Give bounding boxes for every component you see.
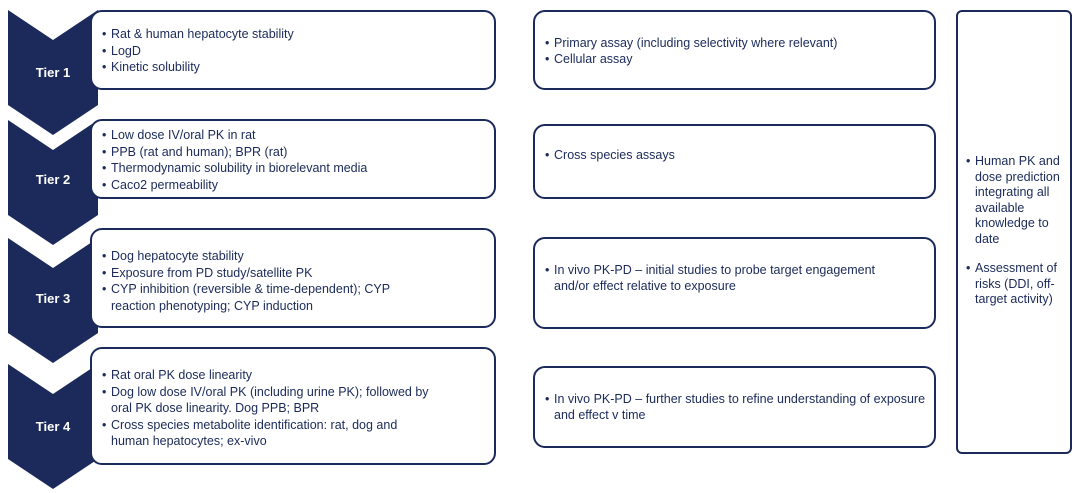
tier-3-pharmacology-list (545, 263, 875, 294)
summary-list (966, 154, 1066, 308)
tier-2-chevron (8, 120, 98, 246)
tier-2-pharmacology-list (545, 148, 924, 164)
list-item: • Rat & human hepatocyte stability (102, 26, 484, 43)
list-item: • Rat oral PK dose linearity (102, 367, 437, 384)
list-item: • Low dose IV/oral PK in rat (102, 127, 484, 144)
tier-4-admet-list (102, 367, 437, 450)
tier-3-admet-list (102, 248, 422, 314)
list-item: • Kinetic solubility (102, 59, 484, 76)
tier-1-pharmacology-box (533, 10, 936, 90)
list-item: • Exposure from PD study/satellite PK (102, 265, 422, 282)
tier-3-chevron (8, 238, 98, 364)
list-item: • Human PK and dose prediction integrating all available knowledge to date (966, 154, 1066, 247)
tier-3-admet-box (90, 228, 496, 328)
list-item: • Assessment of risks (DDI, off-target activity) (966, 261, 1066, 308)
list-item: • Cross species assays (545, 148, 924, 164)
list-item: • Primary assay (including selectivity where relevant) (545, 36, 924, 52)
summary-box (956, 10, 1072, 454)
list-item: • Caco2 permeability (102, 177, 484, 194)
list-item: • In vivo PK-PD – initial studies to probe target engagement and/or effect relative to exposure (545, 263, 875, 294)
tier-4-pharmacology-list (545, 392, 935, 423)
list-item: • Dog hepatocyte stability (102, 248, 422, 265)
list-item: • Cellular assay (545, 52, 924, 68)
tier-4-label: Tier 4 (35, 419, 71, 434)
tier-2-admet-list (102, 127, 484, 193)
list-item: • Dog low dose IV/oral PK (including urine PK); followed by oral PK dose linearity. Dog PPB; BPR (102, 384, 437, 417)
tier-3-pharmacology-box (533, 237, 936, 329)
tier-1-pharmacology-list (545, 36, 924, 67)
tier-4-chevron (8, 364, 98, 490)
tier-1-chevron (8, 10, 98, 136)
tier-4-pharmacology-box (533, 366, 936, 448)
tier-1-label: Tier 1 (35, 65, 71, 80)
list-item: • CYP inhibition (reversible & time-dependent); CYP reaction phenotyping; CYP induction (102, 281, 422, 314)
tier-1-admet-list (102, 26, 484, 76)
tier-1-admet-box (90, 10, 496, 90)
tier-2-label: Tier 2 (35, 172, 71, 187)
tier-3-label: Tier 3 (35, 291, 71, 306)
tier-2-pharmacology-box (533, 124, 936, 199)
tier-4-admet-box (90, 347, 496, 465)
list-item: • In vivo PK-PD – further studies to refine understanding of exposure and effect v time (545, 392, 935, 423)
list-item: • PPB (rat and human); BPR (rat) (102, 144, 484, 161)
list-item: • Cross species metabolite identification: rat, dog and human hepatocytes; ex-vivo (102, 417, 437, 450)
list-item: • LogD (102, 43, 484, 60)
list-item: • Thermodynamic solubility in biorelevant media (102, 160, 484, 177)
tier-2-admet-box (90, 119, 496, 199)
